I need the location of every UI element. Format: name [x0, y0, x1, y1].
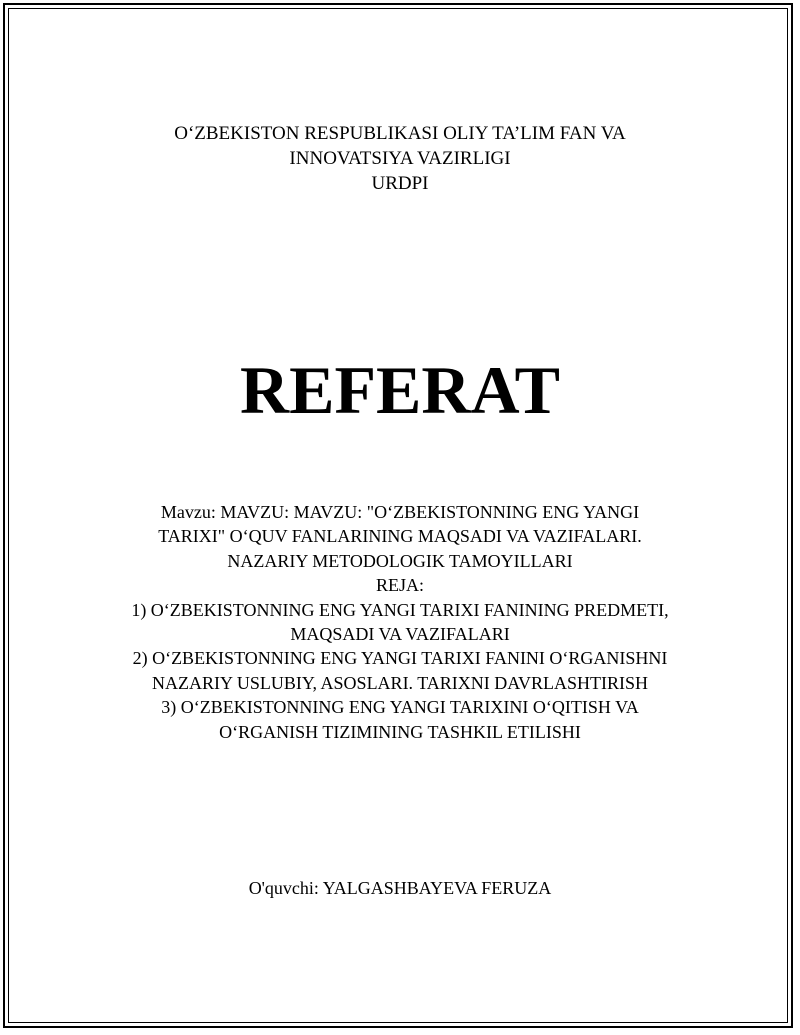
plan-item-3: 3) O‘ZBEKISTONNING ENG YANGI TARIXINI O‘QITISH VA — [161, 697, 639, 718]
plan-item-3-cont: O‘RGANISH TIZIMINING TASHKIL ETILISHI — [219, 721, 581, 742]
header-line-institute: URDPI — [371, 173, 429, 194]
header-line-ministry: O‘ZBEKISTON RESPUBLIKASI OLIY TA’LIM FAN VA — [174, 123, 626, 144]
document-title: REFERAT — [240, 352, 560, 428]
topic-line: Mavzu: MAVZU: MAVZU: "O‘ZBEKISTONNING ENG YANGI — [160, 502, 640, 522]
topic-line: NAZARIY METODOLOGIK TAMOYILLARI — [227, 550, 573, 571]
topic-line: TARIXI" O‘QUV FANLARINING MAQSADI VA VAZIFALARI. — [158, 526, 642, 547]
plan-item-2-cont: NAZARIY USLUBIY, ASOSLARI. TARIXNI DAVRLASHTIRISH — [152, 672, 648, 693]
plan-item-1-cont: MAQSADI VA VAZIFALARI — [290, 624, 510, 645]
header-line-ministry-cont: INNOVATSIYA VAZIRLIGI — [289, 148, 511, 169]
plan-item-2: 2) O‘ZBEKISTONNING ENG YANGI TARIXI FANINI O‘RGANISHNI — [132, 648, 668, 669]
institution-header — [0, 121, 800, 196]
plan-heading: REJA: — [375, 575, 424, 596]
topic-block — [0, 500, 800, 744]
student-name: O'quvchi: YALGASHBAYEVA FERUZA — [248, 878, 552, 898]
plan-item-1: 1) O‘ZBEKISTONNING ENG YANGI TARIXI FANINING PREDMETI, — [131, 599, 669, 620]
